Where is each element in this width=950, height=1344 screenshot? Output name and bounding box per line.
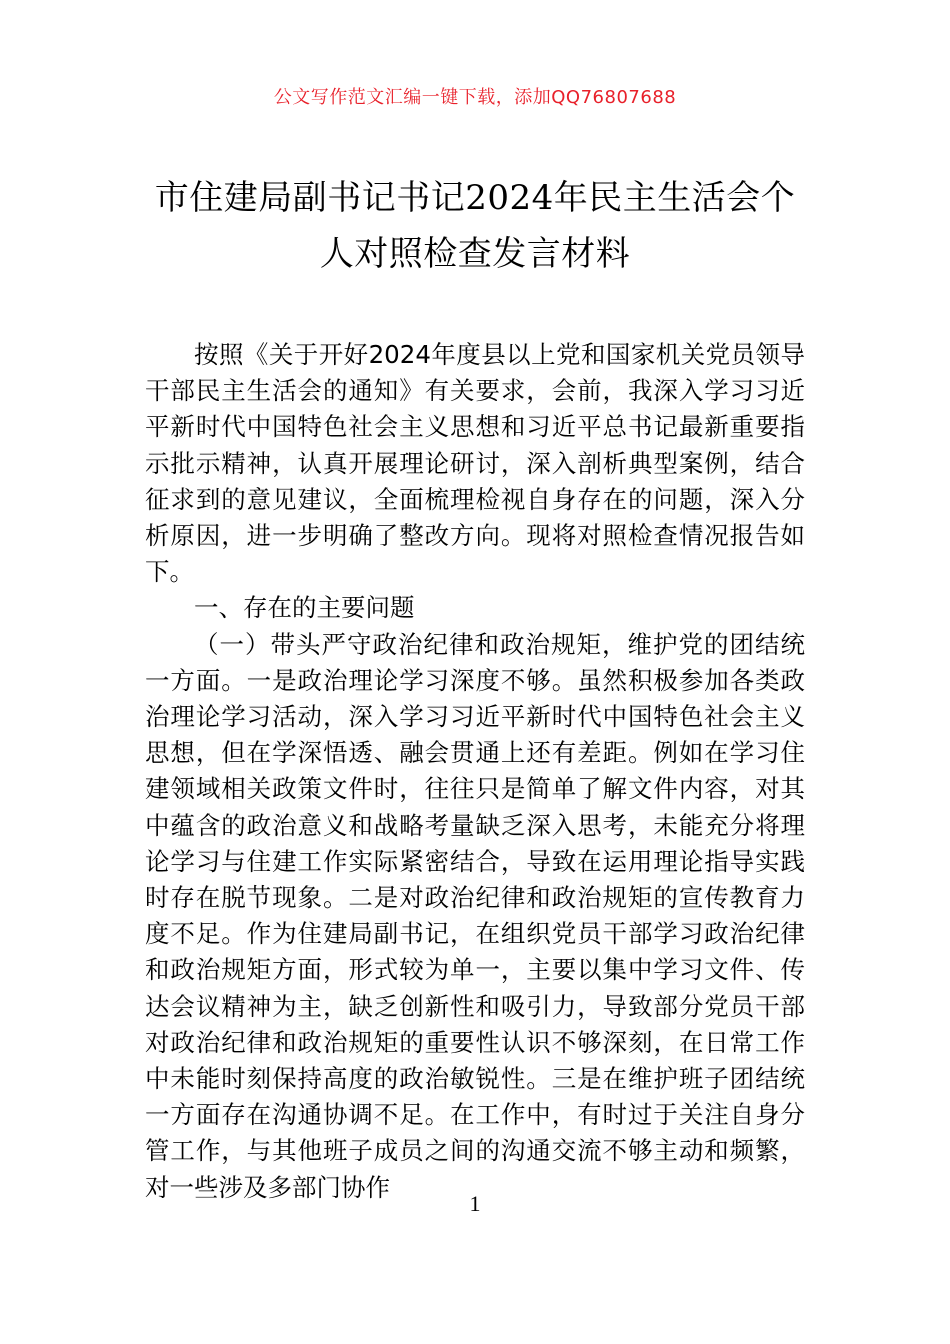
document-title: 市住建局副书记书记2024年民主生活会个人对照检查发言材料	[154, 178, 796, 274]
document-body	[145, 337, 805, 1206]
page-number: 1	[469, 1191, 481, 1216]
intro-paragraph: 按照《关于开好2024年度县以上党和国家机关党员领导干部民主生活会的通知》有关要求，会前，我深入学习习近平新时代中国特色社会主义思想和习近平总书记最新重要指示批示精神，认真开展理论研讨，深入剖析典型案例，结合征求到的意见建议，全面梳理检视自身存在的问题，深入分析原因，进一步明确了整改方向。现将对照检查情况报告如下。	[145, 340, 805, 587]
body-paragraph: （一）带头严守政治纪律和政治规矩，维护党的团结统一方面。一是政治理论学习深度不够。虽然积极参加各类政治理论学习活动，深入学习习近平新时代中国特色社会主义思想，但在学深悟透、融会贯通上还有差距。例如在学习住建领域相关政策文件时，往往只是简单了解文件内容，对其中蕴含的政治意义和战略考量缺乏深入思考，未能充分将理论学习与住建工作实际紧密结合，导致在运用理论指导实践时存在脱节现象。二是对政治纪律和政治规矩的宣传教育力度不足。作为住建局副书记，在组织党员干部学习政治纪律和政治规矩方面，形式较为单一，主要以集中学习文件、传达会议精神为主，缺乏创新性和吸引力，导致部分党员干部对政治纪律和政治规矩的重要性认识不够深刻，在日常工作中未能时刻保持高度的政治敏锐性。三是在维护班子团结统一方面存在沟通协调不足。在工作中，有时过于关注自身分管工作，与其他班子成员之间的沟通交流不够主动和频繁，对一些涉及多部门协作	[145, 629, 805, 1202]
section-heading: 一、存在的主要问题	[194, 593, 415, 623]
download-notice: 公文写作范文汇编一键下载，添加QQ76807688	[273, 87, 677, 108]
